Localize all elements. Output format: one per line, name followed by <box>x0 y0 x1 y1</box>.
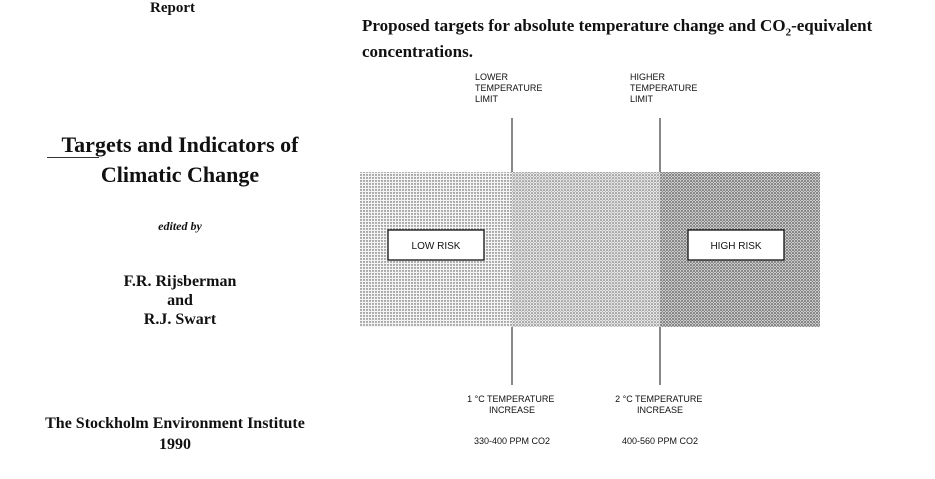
caption-text-1: Proposed targets for absolute temperature change and CO <box>362 16 786 35</box>
book-title-line1: Targets and Indicators of <box>61 132 299 157</box>
ppm-range-2: 400-560 PPM CO2 <box>621 436 699 446</box>
lower-limit-line3: LIMIT <box>475 94 499 104</box>
increase-2-line2: INCREASE <box>636 405 684 415</box>
lower-limit-line1: LOWER <box>475 72 509 82</box>
higher-limit-line1: HIGHER <box>630 72 666 82</box>
higher-limit-line3: LIMIT <box>630 94 654 104</box>
lower-limit-line2: TEMPERATURE <box>475 83 543 93</box>
high-risk-label: HIGH RISK <box>710 241 762 252</box>
publisher-name: The Stockholm Environment Institute <box>45 415 305 432</box>
report-header: Report <box>150 0 195 16</box>
editor-and: and <box>167 292 193 309</box>
transition-zone <box>512 172 660 327</box>
increase-2-label <box>615 394 705 415</box>
ppm-range-1: 330-400 PPM CO2 <box>473 436 551 446</box>
edited-by-label: edited by <box>158 219 202 233</box>
caption-subscript: 2 <box>785 26 792 39</box>
caption-text-2: -equivalent concentrations. <box>362 16 873 62</box>
increase-1-line2: INCREASE <box>488 405 536 415</box>
editor-name-2: R.J. Swart <box>143 311 217 328</box>
increase-1-line1: 1 °C TEMPERATURE <box>467 394 555 404</box>
low-risk-label: LOW RISK <box>411 241 461 252</box>
increase-2-line1: 2 °C TEMPERATURE <box>615 394 703 404</box>
editor-name-1: F.R. Rijsberman <box>123 273 237 290</box>
lower-limit-label <box>475 72 545 104</box>
publication-year: 1990 <box>159 436 191 453</box>
book-title-line2: Climatic Change <box>100 162 260 187</box>
higher-limit-line2: TEMPERATURE <box>630 83 698 93</box>
higher-limit-label <box>630 72 700 104</box>
increase-1-label <box>467 394 557 415</box>
